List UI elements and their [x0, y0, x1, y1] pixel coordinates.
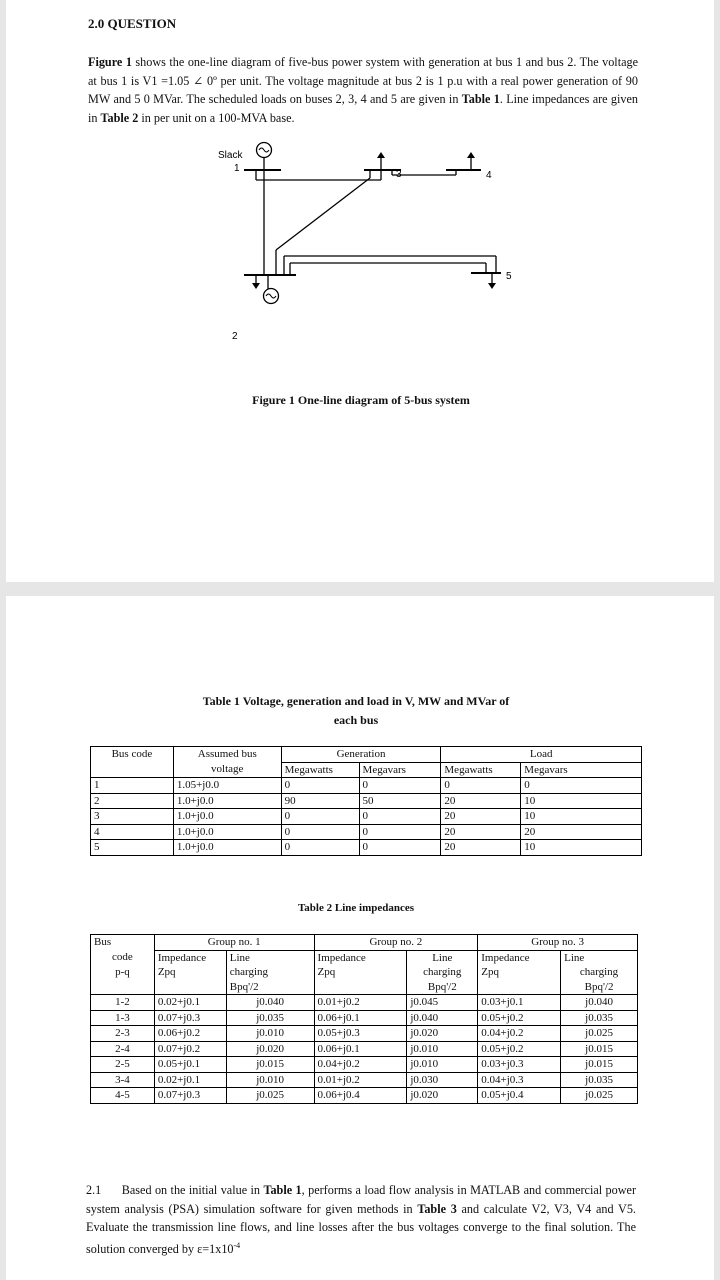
table-2-caption: Table 2 Line impedances [297, 902, 415, 914]
table-row: 1-2 0.02+j0.1 j0.040 0.01+j0.2 j0.045 0.03+j0.1 j0.040 [91, 995, 638, 1011]
table-line-impedances: Bus Group no. 1 Group no. 2 Group no. 3 code Impedance Line Impedance Line Impedance Line p-q Zpq charging Zpq charging Zpq charging Bpq'/2 Bpq'/2 Bpq'/2 1-2 0.02+j0.1 j0.040 0.01+j0.2 j0.045 0.03+j0.1 j0.040 1-3 0.07+j0.3 j0.035 0.06+j0.1 j0.040 0.05+j0.2 j0.035 2-3 0.06+j0.2 j0.010 0.05+j0.3 j0.020 0.04+j0.2 j0.025 2-4 0.07+j0.2 j0.020 0.06+j0.1 j0.010 0.05+j0.2 j0.015 2-5 0.05+j0.1 j0.015 0.04+j0.2 j0.010 0.03+j0.3 j0.015 3-4 0.02+j0.1 j0.010 0.01+j0.2 j0.030 0.04+j0.3 j0.035 4-5 0.07+j0.3 j0.025 0.06+j0.4 j0.020 0.05+j0.4 j0.025 [90, 934, 638, 1104]
table-row: 2-5 0.05+j0.1 j0.015 0.04+j0.2 j0.010 0.03+j0.3 j0.015 [91, 1057, 638, 1073]
page-1 [6, 0, 714, 582]
bus-1-label: 1 [234, 163, 240, 174]
figure-caption: Figure 1 One-line diagram of 5-bus system [252, 393, 470, 407]
table-row: 3 1.0+j0.0 0 0 20 10 [91, 809, 642, 825]
table-row: 5 1.0+j0.0 0 0 20 10 [91, 840, 642, 856]
table-row: 4-5 0.07+j0.3 j0.025 0.06+j0.4 j0.020 0.05+j0.4 j0.025 [91, 1088, 638, 1104]
bus-2-label: 2 [232, 331, 238, 342]
header-group-1: Group no. 1 [154, 935, 314, 951]
table-row: 4 1.0+j0.0 0 0 20 20 [91, 824, 642, 840]
slack-label: Slack [218, 150, 243, 161]
table-voltage-generation-load: Bus code Assumed bus Generation Load voltage Megawatts Megavars Megawatts Megavars 1 1.05+j0.0 0 0 0 0 2 1.0+j0.0 90 50 20 10 3 1.0+j0.0 0 0 20 10 4 1.0+j0.0 0 0 20 20 5 1.0+j0.0 0 0 20 10 [90, 746, 642, 856]
table-row: 2-3 0.06+j0.2 j0.010 0.05+j0.3 j0.020 0.04+j0.2 j0.025 [91, 1026, 638, 1042]
table-1-caption: Table 1 Voltage, generation and load in V, MW and MVar of each bus [202, 694, 510, 727]
page-2 [6, 596, 714, 1280]
header-assumed: Assumed bus [173, 747, 281, 763]
header-bus-code: Bus code [91, 747, 174, 778]
bus-4-label: 4 [486, 170, 492, 181]
header-group-2: Group no. 2 [314, 935, 478, 951]
table-row: 2-4 0.07+j0.2 j0.020 0.06+j0.1 j0.010 0.05+j0.2 j0.015 [91, 1041, 638, 1057]
header-generation: Generation [281, 747, 441, 763]
section-heading: 2.0 QUESTION [88, 16, 177, 31]
table-row: 1-3 0.07+j0.3 j0.035 0.06+j0.1 j0.040 0.05+j0.2 j0.035 [91, 1010, 638, 1026]
header-group-3: Group no. 3 [478, 935, 638, 951]
table-row: 1 1.05+j0.0 0 0 0 0 [91, 778, 642, 794]
bus-5-label: 5 [506, 271, 512, 282]
table-row: 2 1.0+j0.0 90 50 20 10 [91, 793, 642, 809]
table-row: 3-4 0.02+j0.1 j0.010 0.01+j0.2 j0.030 0.04+j0.3 j0.035 [91, 1072, 638, 1088]
bus-3-label: 3 [396, 169, 402, 180]
intro-paragraph: Figure 1 shows the one-line diagram of five-bus power system with generation at bus 1 and bus 2. The voltage at bus 1 is V1 =1.05 ∠ 0º per unit. The voltage magnitude at bus 2 is 1 p.u with a real power generation of 90 MW and 5 0 MVar. The scheduled loads on buses 2, 3, 4 and 5 are given in Table 1. Line impedances are given in Table 2 in per unit on a 100-MVA base. [88, 55, 638, 125]
one-line-diagram [196, 138, 526, 348]
header-load: Load [441, 747, 642, 763]
question-2-1: 2.1 Based on the initial value in Table 1, performs a load flow analysis in MATLAB and commercial power system analysis (PSA) simulation software for given methods in Table 3 and calculate V2, V3, V4 and V5. Evaluate the transmission line flows, and line losses after the bus voltages converge to the final solution. The solution converged by $\varepsilon=1x10^{-4}$ [86, 1183, 637, 1256]
